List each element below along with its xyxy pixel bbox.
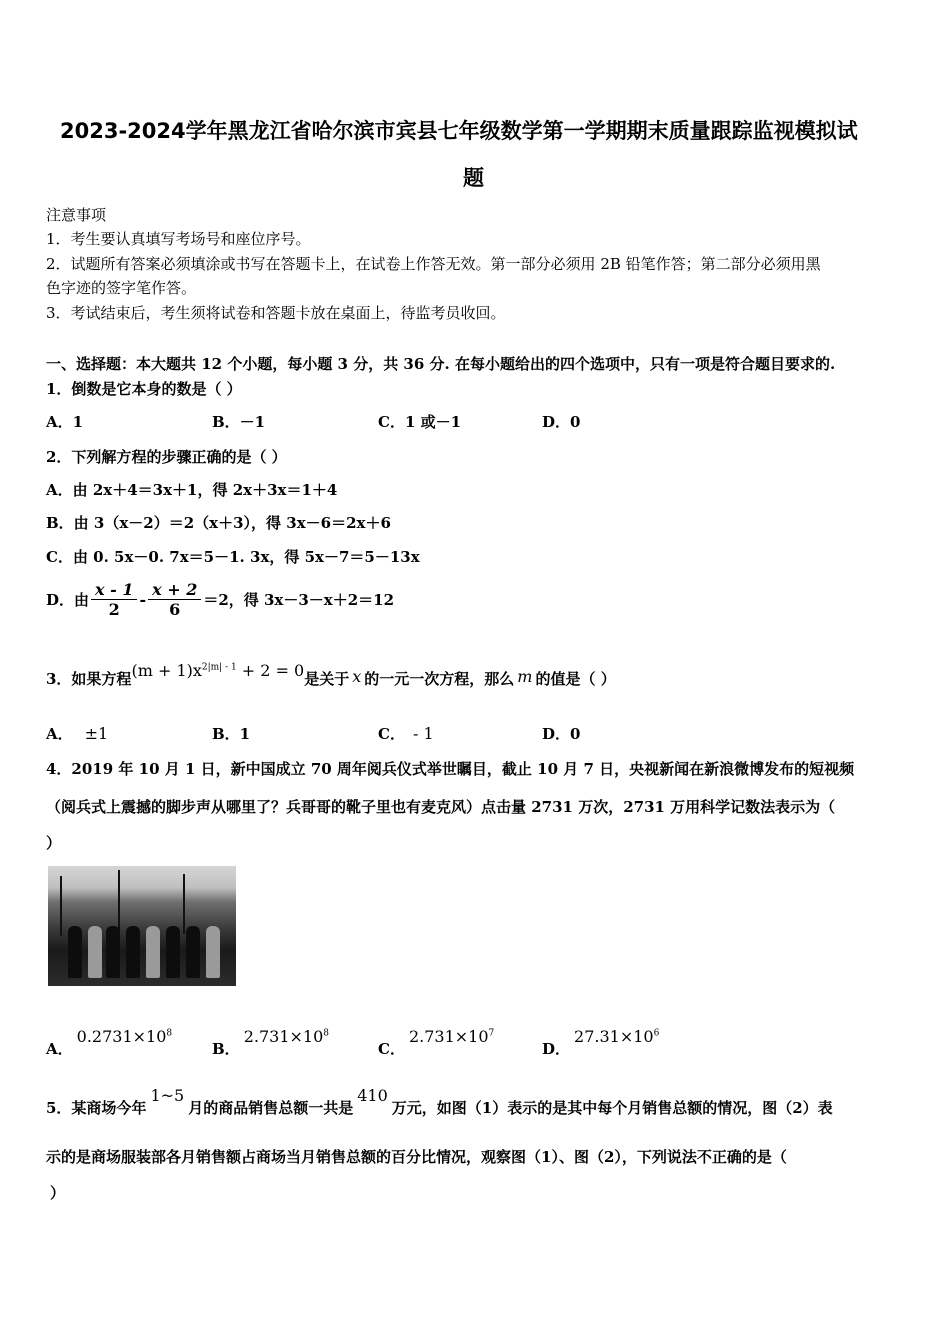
q4-c-value <box>409 1027 494 1046</box>
q5-stem-line2: 示的是商场服装部各月销售额占商场当月销售总额的百分比情况，观察图（1）、图（2），下列说法不正确的是（ <box>46 1148 787 1166</box>
q5-prefix: 5．某商场今年 <box>46 1099 147 1117</box>
section-heading: 一、选择题：本大题共 12 个小题，每小题 3 分，共 36 分. 在每小题给出的四个选项中，只有一项是符合题目要求的. <box>46 355 836 373</box>
q1-option-b: B．－1 <box>212 413 266 431</box>
flag-pole <box>118 870 120 930</box>
q4-b-value <box>244 1027 329 1046</box>
notes-item-2b: 色字迹的签字笔作答。 <box>46 279 197 297</box>
q2-option-d <box>46 580 394 619</box>
q3-eq-base: (m + 1)x <box>131 661 202 680</box>
q3-mid2: 的一元一次方程，那么 <box>364 670 515 688</box>
q5-months: 1~5 <box>150 1086 185 1105</box>
q3-option-a <box>46 723 108 744</box>
q3-mid1: 是关于 <box>304 670 350 688</box>
q4-stem-line1: 4．2019 年 10 月 1 日，新中国成立 70 周年阅兵仪式举世瞩目，截止 10 月 7 日，央视新闻在新浪微博发布的短视频 <box>46 760 855 778</box>
q1-option-a: A．1 <box>46 413 84 431</box>
q2-option-c: C．由 0. 5x－0. 7x＝5－1. 3x，得 5x－7＝5－13x <box>46 548 420 566</box>
q4-c-exp: 7 <box>488 1028 495 1039</box>
notes-item-2a: 2．试题所有答案必须填涂或书写在答题卡上，在试卷上作答无效。第一部分必须用 2B 铅笔作答；第二部分必须用黑 <box>46 255 821 273</box>
soldier-figure <box>206 926 220 978</box>
q5-amount: 410 <box>357 1086 388 1105</box>
q1-stem: 1．倒数是它本身的数是（ ） <box>46 380 242 398</box>
soldier-figure <box>146 926 160 978</box>
q3-eq-tail: + 2 = 0 <box>236 661 305 680</box>
q2-d-minus: - <box>139 590 147 609</box>
q4-a-base: 0.2731×10 <box>76 1027 167 1046</box>
q3-stem <box>46 661 616 689</box>
q3-var-m: m <box>517 667 533 686</box>
q4-a-label: A． <box>46 1040 73 1058</box>
q4-d-base: 27.31×10 <box>574 1027 654 1046</box>
fraction-numerator: x + 2 <box>148 580 201 600</box>
q5-mid1: 月的商品销售总额一共是 <box>188 1099 354 1117</box>
q2-option-a: A．由 2x＋4＝3x＋1，得 2x＋3x＝1＋4 <box>46 481 338 499</box>
fraction-denominator: 2 <box>108 600 120 619</box>
q2-d-suffix: ＝2，得 3x－3－x＋2＝12 <box>203 591 395 609</box>
q2-d-prefix: D．由 <box>46 591 90 609</box>
q3-option-c <box>378 723 434 744</box>
q3-option-b: B．1 <box>212 725 251 743</box>
q2-option-b: B．由 3（x－2）＝2（x＋3），得 3x－6＝2x＋6 <box>46 514 391 532</box>
q2-d-fraction-2 <box>148 580 201 619</box>
q4-b-exp: 8 <box>323 1028 329 1039</box>
q4-c-base: 2.731×10 <box>408 1027 489 1046</box>
flag-pole <box>183 874 185 934</box>
notes-item-3: 3．考试结束后，考生须将试卷和答题卡放在桌面上，待监考员收回。 <box>46 304 506 322</box>
flag-pole <box>60 876 62 936</box>
q4-c-label: C． <box>378 1040 405 1058</box>
soldier-figure <box>126 926 140 978</box>
q4-a-exp: 8 <box>166 1028 173 1039</box>
q3-var-x: x <box>352 667 362 686</box>
q5-stem-line1 <box>46 1086 833 1118</box>
parade-photo <box>48 866 236 986</box>
q1-option-c: C．1 或－1 <box>378 413 462 431</box>
fraction-numerator: x - 1 <box>91 580 137 600</box>
q2-d-fraction-1 <box>91 580 137 619</box>
soldier-figure <box>186 926 200 978</box>
q3-a-value: ±1 <box>84 724 109 743</box>
q1-option-d: D．0 <box>542 413 581 431</box>
q3-eq-exponent: 2|m| - 1 <box>201 662 237 673</box>
q3-c-value: - 1 <box>412 724 434 743</box>
q3-option-d: D．0 <box>542 725 581 743</box>
q4-a-value <box>77 1027 172 1046</box>
q3-a-label: A． <box>46 725 73 743</box>
soldier-figure <box>106 926 120 978</box>
notes-heading: 注意事项 <box>46 206 107 224</box>
fraction-denominator: 6 <box>169 600 181 619</box>
q4-stem-line3: ） <box>46 834 62 852</box>
q4-b-base: 2.731×10 <box>243 1027 324 1046</box>
page-title-line2: 题 <box>463 166 484 190</box>
q5-stem-line3: ） <box>50 1184 66 1202</box>
q5-mid2: 万元，如图（1）表示的是其中每个月销售总额的情况，图（2）表 <box>391 1099 833 1117</box>
soldier-figure <box>68 926 82 978</box>
q3-c-label: C． <box>378 725 405 743</box>
q2-stem: 2．下列解方程的步骤正确的是（ ） <box>46 448 287 466</box>
page-title-line1: 2023-2024学年黑龙江省哈尔滨市宾县七年级数学第一学期期末质量跟踪监视模拟试 <box>60 119 858 143</box>
q3-equation <box>131 661 304 680</box>
q3-prefix: 3．如果方程 <box>46 670 132 688</box>
q4-stem-line2: （阅兵式上震撼的脚步声从哪里了？兵哥哥的靴子里也有麦克风）点击量 2731 万次，2731 万用科学记数法表示为（ <box>46 798 836 816</box>
q3-end: 的值是（ ） <box>535 670 616 688</box>
soldier-figure <box>88 926 102 978</box>
soldier-figure <box>166 926 180 978</box>
notes-item-1: 1．考生要认真填写考场号和座位序号。 <box>46 230 311 248</box>
q4-b-label: B． <box>212 1040 240 1058</box>
q4-d-value <box>574 1027 659 1046</box>
q4-d-label: D． <box>542 1040 571 1058</box>
q4-d-exp: 6 <box>653 1028 660 1039</box>
